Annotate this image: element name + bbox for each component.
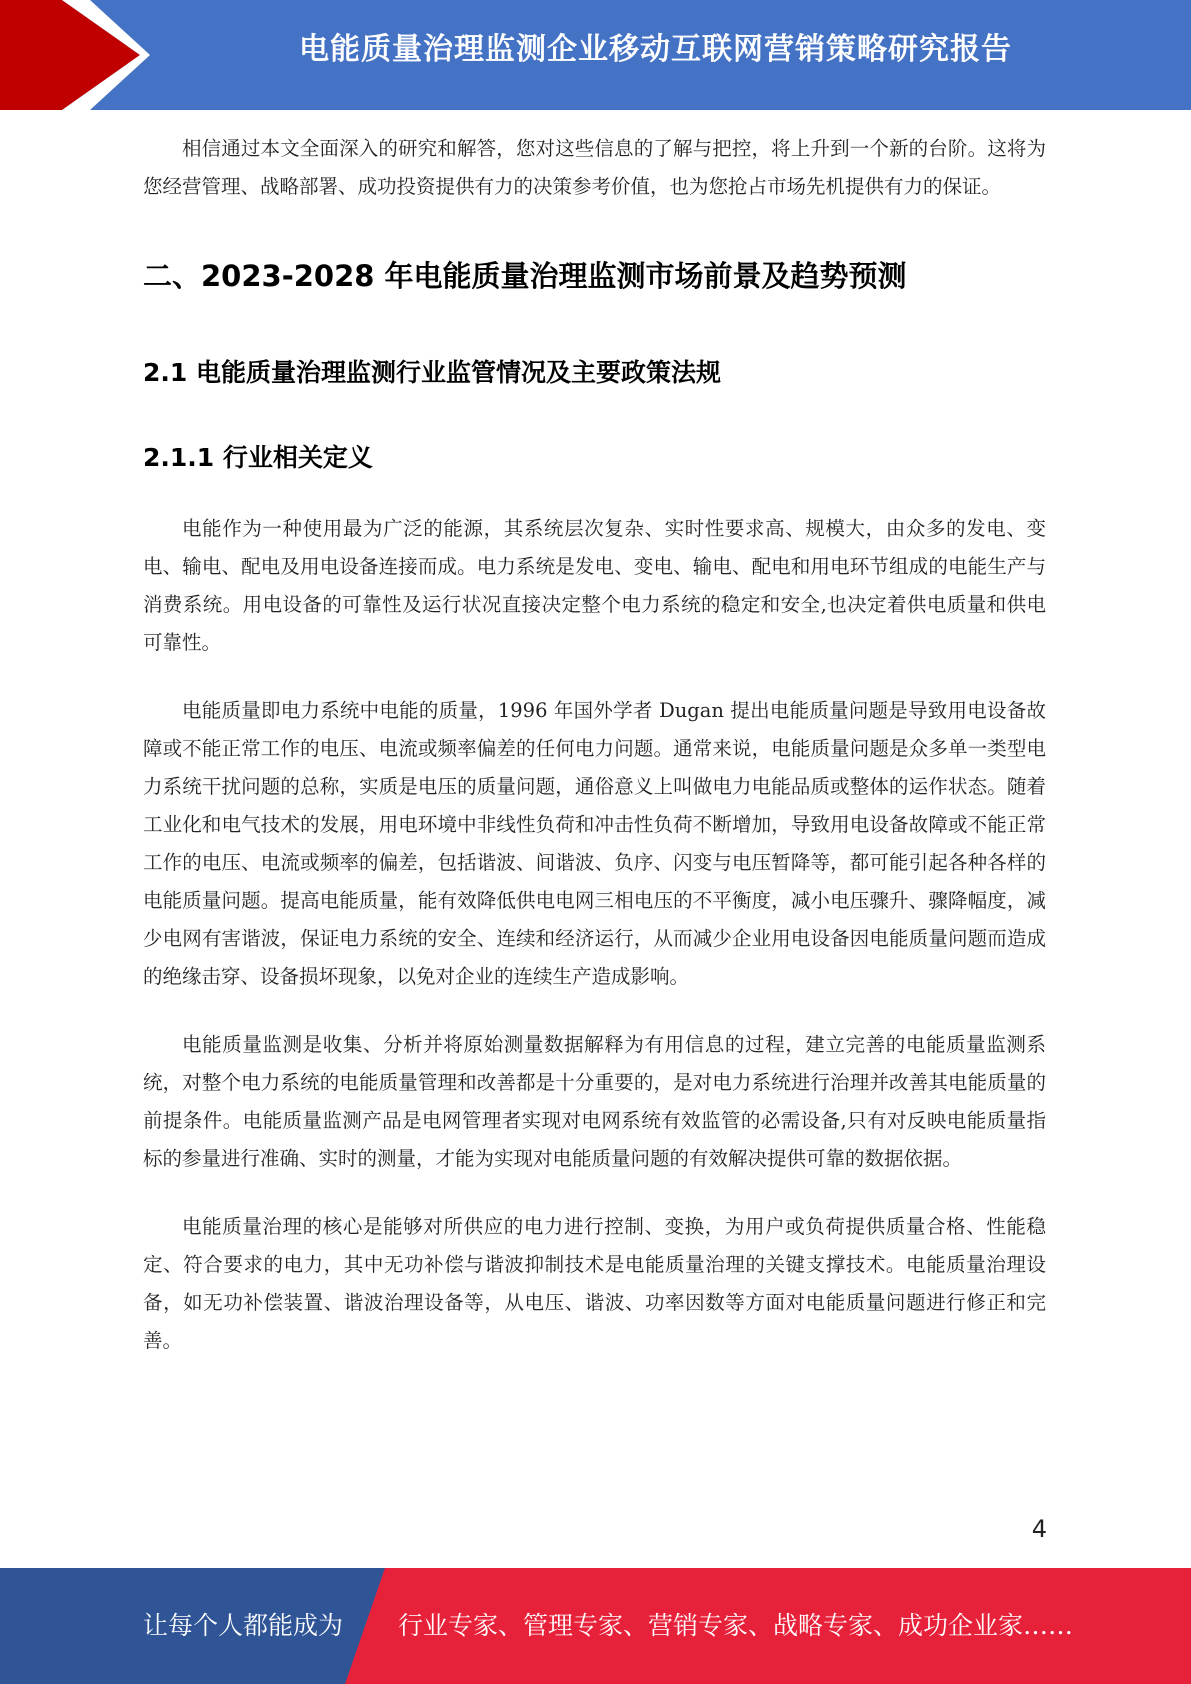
body-paragraph: 电能质量监测是收集、分析并将原始测量数据解释为有用信息的过程，建立完善的电能质量监测系统，对整个电力系统的电能质量管理和改善都是十分重要的，是对电力系统进行治理并改善其电能质量的前提条件。电能质量监测产品是电网管理者实现对电网系统有效监管的必需设备,只有对反映电能质量指标的参量进行准确、实时的测量，才能为实现对电能质量问题的有效解决提供可靠的数据依据。: [143, 1033, 1046, 1170]
subsection-heading: 2.1 电能质量治理监测行业监管情况及主要政策法规: [143, 358, 721, 387]
intro-paragraph: 相信通过本文全面深入的研究和解答，您对这些信息的了解与把控，将上升到一个新的台阶。这将为您经营管理、战略部署、成功投资提供有力的决策参考价值，也为您抢占市场先机提供有力的保证。: [143, 137, 1046, 198]
page-content: [143, 130, 1046, 1360]
body-paragraph: 电能作为一种使用最为广泛的能源，其系统层次复杂、实时性要求高、规模大，由众多的发电、变电、输电、配电及用电设备连接而成。电力系统是发电、变电、输电、配电和用电环节组成的电能生产与消费系统。用电设备的可靠性及运行状况直接决定整个电力系统的稳定和安全,也决定着供电质量和供电可靠性。: [143, 517, 1046, 654]
footer-slogan-left: 让每个人都能成为: [143, 1611, 344, 1640]
subsubsection-heading: 2.1.1 行业相关定义: [143, 443, 373, 472]
page-number: 4: [1031, 1515, 1047, 1543]
body-paragraph: 电能质量治理的核心是能够对所供应的电力进行控制、变换，为用户或负荷提供质量合格、性能稳定、符合要求的电力，其中无功补偿与谐波抑制技术是电能质量治理的关键支撑技术。电能质量治理设备，如无功补偿装置、谐波治理设备等，从电压、谐波、功率因数等方面对电能质量问题进行修正和完善。: [143, 1215, 1046, 1352]
page-header: [0, 0, 1191, 110]
footer-slogan-right: 行业专家、管理专家、营销专家、战略专家、成功企业家……: [398, 1611, 1074, 1640]
body-paragraph: 电能质量即电力系统中电能的质量，1996 年国外学者 Dugan 提出电能质量问题是导致用电设备故障或不能正常工作的电压、电流或频率偏差的任何电力问题。通常来说，电能质量问题是众多单一类型电力系统干扰问题的总称，实质是电压的质量问题，通俗意义上叫做电力电能品质或整体的运作状态。随着工业化和电气技术的发展，用电环境中非线性负荷和冲击性负荷不断增加，导致用电设备故障或不能正常工作的电压、电流或频率的偏差，包括谐波、间谐波、负序、闪变与电压暂降等，都可能引起各种各样的电能质量问题。提高电能质量，能有效降低供电电网三相电压的不平衡度，减小电压骤升、骤降幅度，减少电网有害谐波，保证电力系统的安全、连续和经济运行，从而减少企业用电设备因电能质量问题而造成的绝缘击穿、设备损坏现象，以免对企业的连续生产造成影响。: [143, 699, 1046, 988]
section-heading: 二、2023-2028 年电能质量治理监测市场前景及趋势预测: [143, 259, 907, 293]
page-footer: [0, 1568, 1191, 1684]
report-title: 电能质量治理监测企业移动互联网营销策略研究报告: [299, 32, 1012, 67]
